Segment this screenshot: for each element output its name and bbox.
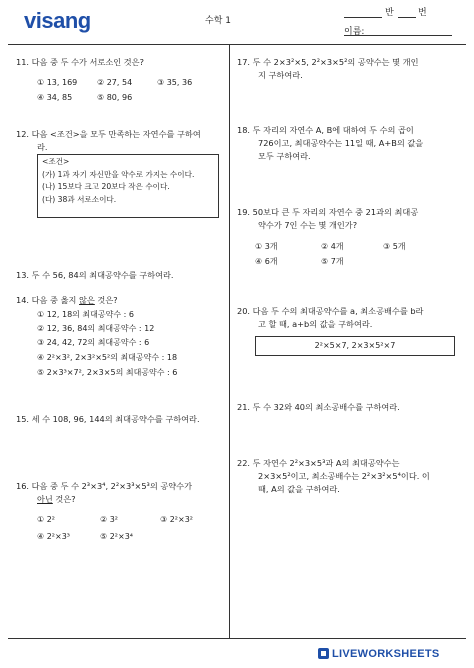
question-14 (16, 294, 118, 307)
option-2[interactable]: ② 27, 54 (97, 78, 133, 87)
question-number: 20. (237, 306, 251, 316)
column-divider (229, 44, 230, 638)
question-13 (16, 269, 174, 282)
option-2[interactable]: ② 4개 (321, 242, 344, 251)
question-15 (16, 413, 200, 426)
option-2[interactable]: ② 12, 36, 84의 최대공약수 : 12 (37, 324, 155, 333)
question-22 (237, 457, 463, 496)
subject-title: 수학 1 (205, 16, 231, 26)
question-20 (237, 305, 463, 331)
option-3[interactable]: ③ 24, 42, 72의 최대공약수 : 6 (37, 338, 150, 347)
number-label: 번 (418, 8, 427, 18)
condition-c: (다) 38과 서로소이다. (42, 194, 117, 204)
question-text-cont: 2×3×5²이고, 최소공배수는 2²×3²×5⁴이다. 이 (258, 471, 430, 481)
question-number: 15. (16, 414, 30, 424)
question-text: 다음 두 수의 최대공약수를 a, 최소공배수를 b라 (252, 306, 424, 316)
question-text-post: 것은? (94, 295, 118, 305)
question-text: 다음 중 두 수가 서로소인 것은? (31, 57, 144, 67)
question-number: 16. (16, 481, 30, 491)
question-text-cont: 모두 구하여라. (258, 151, 311, 161)
question-number: 12. (16, 129, 30, 139)
option-5[interactable]: ⑤ 7개 (321, 257, 344, 266)
question-text: 두 자연수 2²×3×5³과 A의 최대공약수는 (252, 458, 400, 468)
given-numbers-box: 2²×5×7, 2×3×5²×7 (255, 336, 455, 356)
question-16 (16, 480, 226, 506)
question-number: 18. (237, 125, 251, 135)
bottom-divider (8, 638, 466, 639)
question-text-cont: 726이고, 최대공약수는 11일 때, A+B의 값을 (258, 138, 424, 148)
option-4[interactable]: ④ 2²×3³ (37, 532, 71, 541)
question-text-underline: 아닌 (37, 494, 53, 504)
question-11 (16, 56, 144, 69)
question-18 (237, 124, 463, 163)
question-text: 다음 중 두 수 2³×3⁴, 2²×3³×5³의 공약수가 (31, 481, 192, 491)
liveworksheets-icon (318, 648, 329, 659)
option-3[interactable]: ③ 5개 (383, 242, 406, 251)
condition-b: (나) 15보다 크고 20보다 작은 수이다. (42, 182, 170, 191)
question-text-post: 것은? (52, 494, 76, 504)
question-text-cont: 고 할 때, a+b의 값을 구하여라. (258, 319, 373, 329)
worksheet-header (0, 0, 474, 40)
visang-logo: visang (24, 8, 91, 33)
option-3[interactable]: ③ 2²×3² (160, 515, 194, 524)
question-text: 두 수 32와 40의 최소공배수를 구하여라. (252, 402, 400, 412)
option-1[interactable]: ① 3개 (255, 242, 278, 251)
question-12 (16, 128, 226, 154)
question-text: 50보다 큰 두 자리의 자연수 중 21과의 최대공 (252, 207, 419, 217)
question-text-cont: 때, A의 값을 구하여라. (258, 484, 340, 494)
question-text-underline: 않은 (79, 295, 95, 305)
question-text: 다음 <조건>을 모두 만족하는 자연수를 구하여 (31, 129, 201, 139)
option-3[interactable]: ③ 35, 36 (157, 78, 193, 87)
option-1[interactable]: ① 2² (37, 515, 56, 524)
question-number: 14. (16, 295, 30, 305)
question-number: 13. (16, 270, 30, 280)
question-number: 11. (16, 57, 30, 67)
option-4[interactable]: ④ 2²×3², 2×3²×5²의 최대공약수 : 18 (37, 353, 178, 362)
option-5[interactable]: ⑤ 2²×3⁴ (100, 532, 134, 541)
question-text-cont: 약수가 7인 수는 몇 개인가? (258, 220, 358, 230)
option-5[interactable]: ⑤ 2×3³×7², 2×3×5의 최대공약수 : 6 (37, 368, 178, 377)
option-4[interactable]: ④ 6개 (255, 257, 278, 266)
name-blank[interactable] (344, 35, 452, 36)
class-blank[interactable] (344, 17, 382, 18)
question-text: 두 자리의 자연수 A, B에 대하여 두 수의 곱이 (252, 125, 414, 135)
option-4[interactable]: ④ 34, 85 (37, 93, 73, 102)
question-text-cont: 지 구하여라. (258, 70, 303, 80)
condition-a: (가) 1과 자기 자신만을 약수로 가지는 수이다. (42, 169, 195, 179)
question-text: 두 수 2×3²×5, 2²×3×5²의 공약수는 몇 개인 (252, 57, 419, 67)
option-1[interactable]: ① 12, 18의 최대공약수 : 6 (37, 310, 134, 319)
condition-title: <조건> (42, 157, 70, 166)
question-17 (237, 56, 463, 82)
class-label: 반 (385, 8, 394, 18)
condition-box (37, 154, 219, 218)
question-21 (237, 401, 400, 414)
question-number: 17. (237, 57, 251, 67)
question-text: 세 수 108, 96, 144의 최대공약수를 구하여라. (31, 414, 200, 424)
question-number: 22. (237, 458, 251, 468)
option-1[interactable]: ① 13, 169 (37, 78, 78, 87)
liveworksheets-logo: LIVEWORKSHEETS (332, 648, 440, 660)
name-label: 이름: (344, 27, 365, 37)
top-divider (8, 44, 466, 45)
question-number: 19. (237, 207, 251, 217)
option-5[interactable]: ⑤ 80, 96 (97, 93, 133, 102)
question-text: 두 수 56, 84의 최대공약수를 구하여라. (31, 270, 174, 280)
option-2[interactable]: ② 3² (100, 515, 119, 524)
number-blank[interactable] (398, 17, 416, 18)
question-number: 21. (237, 402, 251, 412)
question-text-pre: 다음 중 옳지 (31, 295, 79, 305)
question-text-cont: 라. (37, 142, 48, 152)
question-19 (237, 206, 463, 232)
